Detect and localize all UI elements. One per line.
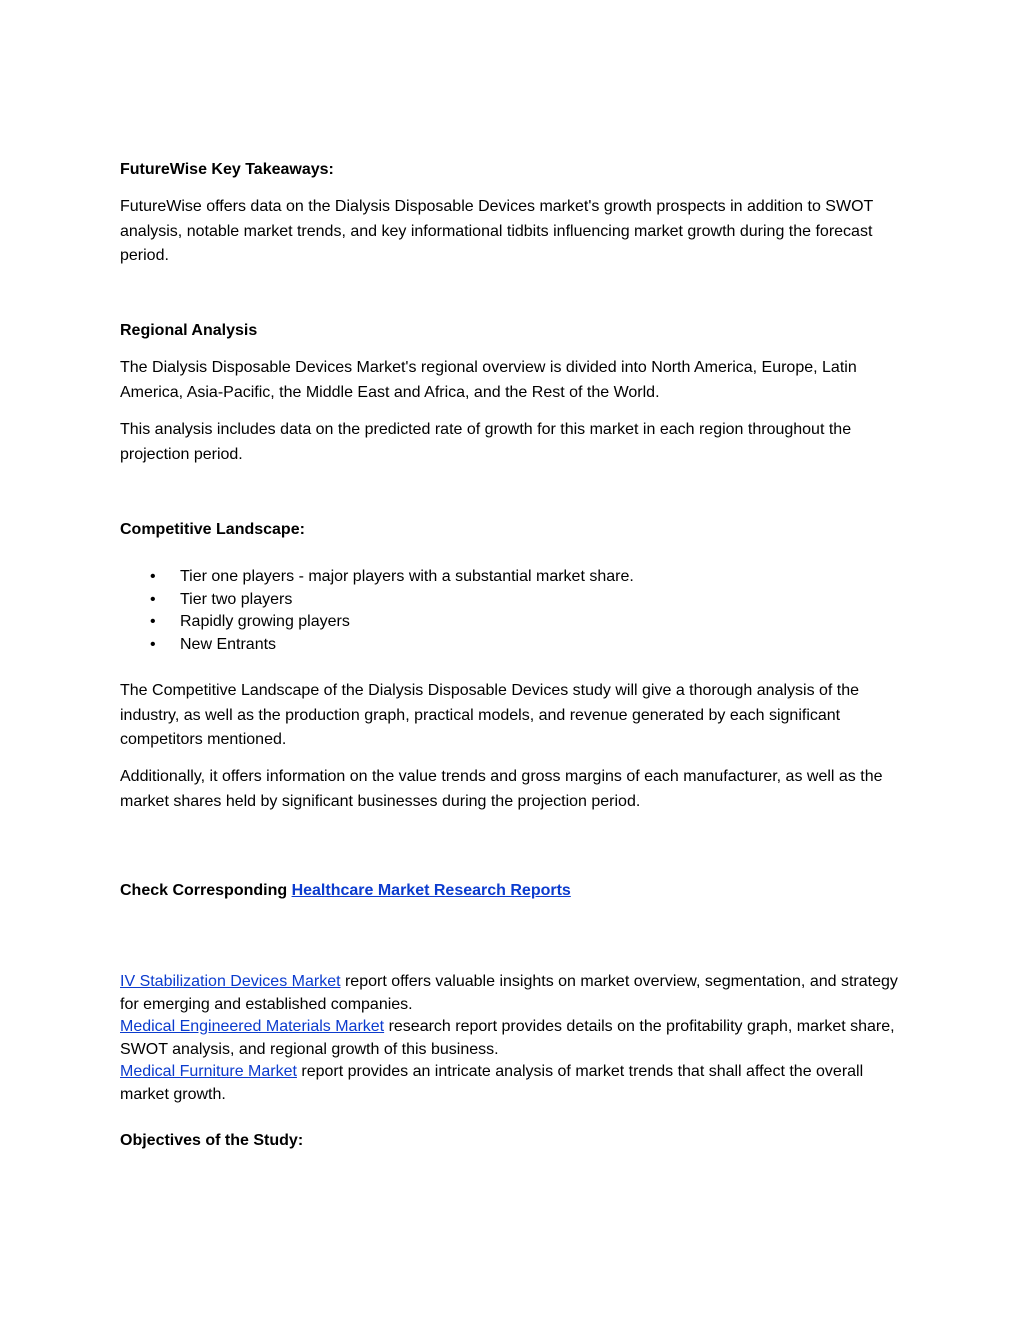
competitive-heading: Competitive Landscape:: [120, 521, 305, 538]
list-item-text: Tier one players - major players with a substantial market share.: [180, 568, 634, 585]
check-reports-line: [120, 879, 905, 903]
takeaways-heading: FutureWise Key Takeaways:: [120, 161, 334, 178]
related-report-item: [120, 1061, 905, 1106]
iv-stabilization-link[interactable]: IV Stabilization Devices Market: [120, 973, 341, 990]
list-item: [120, 634, 905, 657]
competitive-paragraph-1: The Competitive Landscape of the Dialysis Disposable Devices study will give a thorough analysis of the industry, as well as the production graph, practical models, and revenue generated by each significant competitors mentioned.: [120, 682, 860, 748]
regional-paragraph-1: The Dialysis Disposable Devices Market's regional overview is divided into North America, Europe, Latin America, Asia-Pacific, the Middle East and Africa, and the Rest of the World.: [120, 359, 857, 401]
bullet-icon: •: [150, 635, 156, 653]
medical-engineered-materials-link[interactable]: Medical Engineered Materials Market: [120, 1018, 385, 1035]
list-item-text: New Entrants: [180, 635, 277, 653]
list-item-text: Rapidly growing players: [180, 613, 350, 630]
takeaways-paragraph: FutureWise offers data on the Dialysis Disposable Devices market's growth prospects in addition to SWOT analysis, notable market trends, and key informational tidbits influencing market growth during the forecast period.: [120, 198, 874, 264]
related-report-item: [120, 1016, 905, 1061]
related-reports: [120, 971, 905, 1106]
objectives-heading: Objectives of the Study:: [120, 1132, 304, 1149]
bullet-icon: •: [150, 590, 156, 608]
related-report-text: report provides an intricate analysis of market trends that shall affect the overall market growth.: [120, 1063, 864, 1103]
regional-heading: Regional Analysis: [120, 322, 258, 339]
check-reports-prefix: Check Corresponding: [120, 882, 292, 899]
list-item-text: Tier two players: [180, 590, 293, 608]
related-report-text: research report provides details on the profitability graph, market share, SWOT analysis, and regional growth of this business.: [120, 1018, 895, 1058]
list-item: [120, 611, 905, 634]
related-report-text: report offers valuable insights on market overview, segmentation, and strategy for emerging and established companies.: [120, 973, 898, 1013]
list-item: [120, 566, 905, 589]
bullet-icon: •: [150, 613, 156, 630]
bullet-icon: •: [150, 568, 156, 585]
competitive-paragraph-2: Additionally, it offers information on the value trends and gross margins of each manufacturer, as well as the market shares held by significant businesses during the projection period.: [120, 768, 883, 810]
medical-furniture-link[interactable]: Medical Furniture Market: [120, 1063, 297, 1080]
related-report-item: [120, 971, 905, 1016]
regional-paragraph-2: This analysis includes data on the predicted rate of growth for this market in each region throughout the projection period.: [120, 421, 852, 463]
competitive-bullet-list: [120, 566, 905, 656]
list-item: [120, 589, 905, 612]
healthcare-reports-link[interactable]: Healthcare Market Research Reports: [291, 882, 571, 899]
